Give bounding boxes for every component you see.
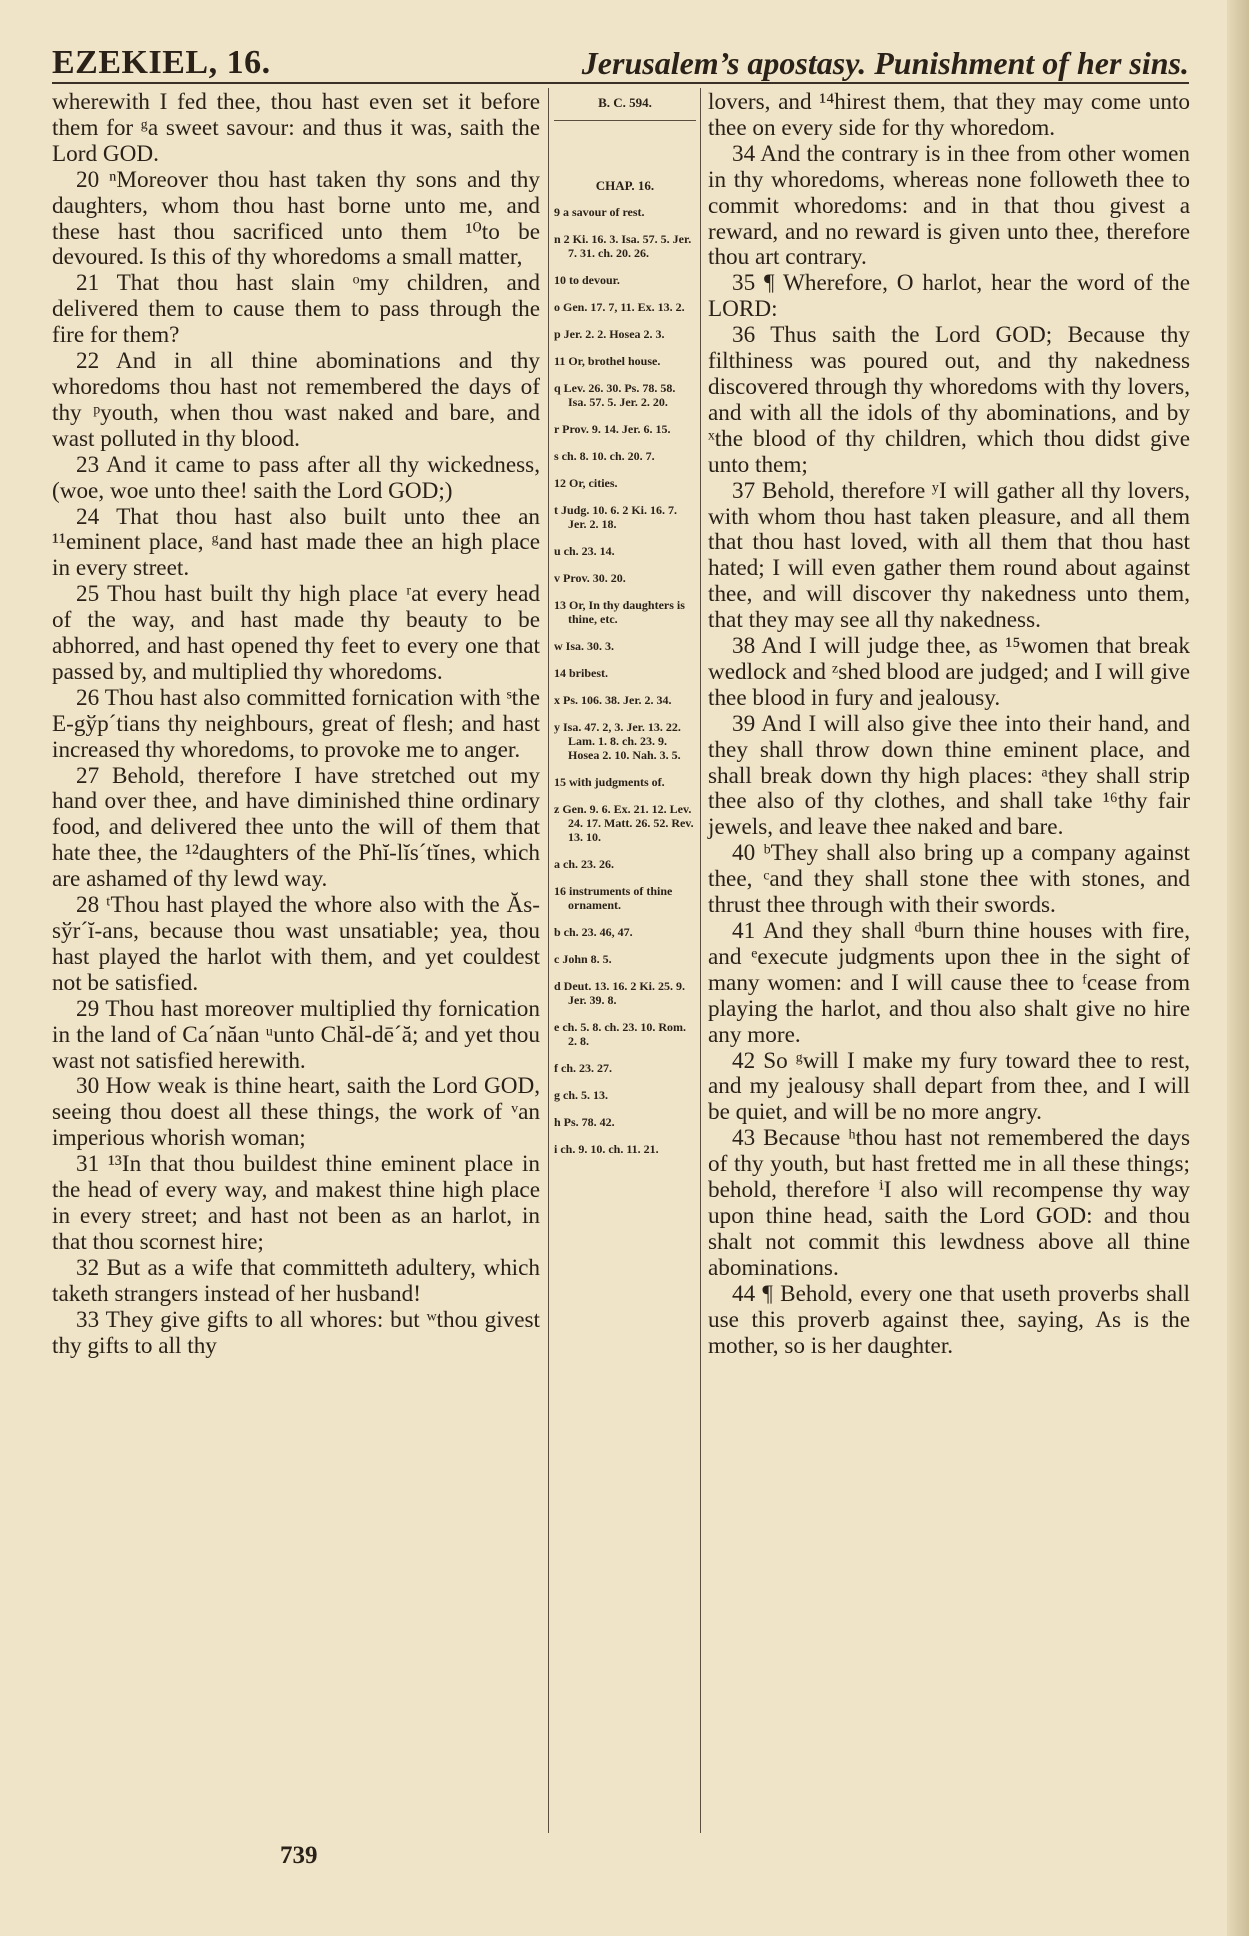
verse-paragraph: 33 They give gifts to all whores: but ʷthou givest thy gifts to all thy (52, 1306, 540, 1359)
verse-paragraph: 29 Thou hast moreover multiplied thy fornication in the land of Ca´năan ᵘunto Chăl-dē´ă; and yet thou wast not satisfied herewith. (52, 995, 540, 1074)
column-rule-left (548, 88, 549, 1833)
verse-paragraph: wherewith I fed thee, thou hast even set it before them for ᵍa sweet savour: and thus it was, saith the Lord GOD. (52, 89, 540, 167)
margin-note: h Ps. 78. 42. (554, 1115, 615, 1129)
margin-note: d Deut. 13. 16. 2 Ki. 25. 9. Jer. 39. 8. (554, 979, 686, 1007)
page-topic-heading: Jerusalem’s apostasy. Punishment of her sins. (581, 45, 1189, 81)
margin-note: v Prov. 30. 20. (554, 571, 626, 585)
verse-paragraph: 21 That thou hast slain ᵒmy children, and delivered them to cause them to pass through the fire for them? (52, 270, 540, 349)
margin-note: 16 instruments of thine ornament. (554, 884, 673, 912)
margin-note: t Judg. 10. 6. 2 Ki. 16. 7. Jer. 2. 18. (554, 503, 678, 531)
verse-paragraph: 41 And they shall ᵈburn thine houses with fire, and ᵉexecute judgments upon thee in the sight of many women: and I will cause thee to ᶠcease from playing the harlot, and thou also shalt give no hire any more. (708, 918, 1190, 1048)
margin-note: 9 a savour of rest. (554, 205, 645, 219)
verse-paragraph: 25 Thou hast built thy high place ʳat every head of the way, and hast made thy beauty to be abhorred, and hast opened thy feet to every one that passed by, and multiplied thy whoredoms. (52, 581, 540, 685)
verse-paragraph: 22 And in all thine abominations and thy whoredoms thou hast not remembered the days of thy ᵖyouth, when thou wast naked and bare, and wast polluted in thy blood. (52, 348, 540, 452)
book-chapter-heading: EZEKIEL, 16. (52, 44, 271, 81)
verse-paragraph: 23 And it came to pass after all thy wickedness, (woe, woe unto thee! saith the Lord GOD;) (52, 451, 540, 504)
verse-paragraph: 32 But as a wife that committeth adultery, which taketh strangers instead of her husband! (52, 1254, 540, 1307)
margin-note: b ch. 23. 46, 47. (554, 925, 633, 939)
margin-note: 13 Or, In thy daughters is thine, etc. (554, 598, 685, 626)
verse-paragraph: 40 ᵇThey shall also bring up a company against thee, ᶜand they shall stone thee with stones, and thrust thee through with their swords. (708, 840, 1190, 919)
verse-paragraph: 27 Behold, therefore I have stretched out my hand over thee, and have diminished thine ordinary food, and delivered thee unto the will of them that hate thee, the ¹²daughters of the Phĭ-lĭs´tĭnes, which are ashamed of thy lewd way. (52, 762, 540, 893)
verse-paragraph: 44 ¶ Behold, every one that useth proverbs shall use this proverb against thee, saying, As is the mother, so is her daughter. (708, 1280, 1190, 1359)
margin-note: 12 Or, cities. (554, 476, 618, 490)
margin-note: x Ps. 106. 38. Jer. 2. 34. (554, 693, 672, 707)
margin-note: r Prov. 9. 14. Jer. 6. 15. (554, 422, 671, 436)
verse-paragraph: 20 ⁿMoreover thou hast taken thy sons and thy daughters, whom thou hast borne unto me, and these hast thou sacrificed unto them ¹⁰to be devoured. Is this of thy whoredoms a small matter, (52, 166, 540, 271)
verse-paragraph: 39 And I will also give thee into their hand, and they shall throw down thine eminent place, and shall break down thy high places: ᵃthey shall strip thee also of thy clothes, and shall take ¹⁶thy fair jewels, and leave thee naked and bare. (708, 710, 1190, 841)
margin-note: 11 Or, brothel house. (554, 354, 661, 368)
era-date: B. C. 594. (554, 96, 696, 121)
margin-note: q Lev. 26. 30. Ps. 78. 58. Isa. 57. 5. Jer. 2. 20. (554, 381, 676, 409)
chapter-label: CHAP. 16. (595, 178, 655, 193)
verse-paragraph: 37 Behold, therefore ʸI will gather all thy lovers, with whom thou hast taken pleasure, and all them that thou hast loved, with all them that thou hast hated; I will even gather them round about against thee, and will discover thy nakedness unto them, that they may see all thy nakedness. (708, 477, 1190, 634)
reference-notes (554, 205, 696, 1156)
verse-paragraph: lovers, and ¹⁴hirest them, that they may come unto thee on every side for thy whoredom. (708, 89, 1190, 141)
margin-note: n 2 Ki. 16. 3. Isa. 57. 5. Jer. 7. 31. ch. 20. 26. (554, 232, 692, 260)
margin-note: i ch. 9. 10. ch. 11. 21. (554, 1142, 659, 1156)
running-head (52, 32, 1189, 84)
verse-paragraph: 34 And the contrary is in thee from other women in thy whoredoms, whereas none followeth thee to commit whoredoms: and in that thou givest a reward, and no reward is given unto thee, therefore thou art contrary. (708, 140, 1190, 271)
verse-paragraph: 36 Thus saith the Lord GOD; Because thy filthiness was poured out, and thy nakedness discovered through thy whoredoms with thy lovers, and with all the idols of thy abominations, and by ˣthe blood of thy children, which thou didst give unto them; (708, 322, 1190, 478)
margin-note: p Jer. 2. 2. Hosea 2. 3. (554, 327, 665, 341)
margin-note: a ch. 23. 26. (554, 857, 614, 871)
margin-note: f ch. 23. 27. (554, 1061, 612, 1075)
right-text-column (708, 90, 1190, 1359)
verse-paragraph: 31 ¹³In that thou buildest thine eminent place in the head of every way, and makest thine high place in every street; and hast not been as an harlot, in that thou scornest hire; (52, 1151, 540, 1255)
page-edge (1227, 0, 1249, 1936)
margin-note: y Isa. 47. 2, 3. Jer. 13. 22. Lam. 1. 8. ch. 23. 9. Hosea 2. 10. Nah. 3. 5. (554, 720, 681, 762)
margin-note: 14 bribest. (554, 666, 608, 680)
margin-note: o Gen. 17. 7, 11. Ex. 13. 2. (554, 300, 685, 314)
page-number: 739 (280, 1842, 318, 1869)
margin-note: w Isa. 30. 3. (554, 639, 615, 653)
verse-paragraph: 30 How weak is thine heart, saith the Lord GOD, seeing thou doest all these things, the work of ᵛan imperious whorish woman; (52, 1073, 540, 1152)
center-reference-column (554, 96, 696, 1169)
verse-paragraph: 38 And I will judge thee, as ¹⁵women that break wedlock and ᶻshed blood are judged; and I will give thee blood in fury and jealousy. (708, 633, 1190, 711)
verse-paragraph: 24 That thou hast also built unto thee an ¹¹eminent place, ᵍand hast made thee an high place in every street. (52, 503, 540, 582)
left-text-column (52, 90, 540, 1359)
verse-paragraph: 26 Thou hast also committed fornication with ˢthe E-gўp´tians thy neighbours, great of flesh; and hast increased thy whoredoms, to provoke me to anger. (52, 684, 540, 763)
margin-note: z Gen. 9. 6. Ex. 21. 12. Lev. 24. 17. Matt. 26. 52. Rev. 13. 10. (554, 802, 694, 844)
margin-note: 10 to devour. (554, 273, 620, 287)
margin-note: u ch. 23. 14. (554, 544, 615, 558)
margin-note: g ch. 5. 13. (554, 1088, 608, 1102)
verse-paragraph: 42 So ᵍwill I make my fury toward thee to rest, and my jealousy shall depart from thee, and I will be quiet, and will be no more angry. (708, 1047, 1190, 1126)
margin-note: c John 8. 5. (554, 952, 612, 966)
verse-paragraph: 43 Because ʰthou hast not remembered the days of thy youth, but hast fretted me in all these things; behold, therefore ⁱI also will recompense thy way upon thine head, saith the Lord GOD: and thou shalt not commit this lewdness above all thine abominations. (708, 1125, 1190, 1281)
verse-paragraph: 28 ᵗThou hast played the whore also with the Ăs-sўr´ĭ-ans, because thou wast unsatiable; yea, thou hast played the harlot with them, and yet couldest not be satisfied. (52, 892, 540, 996)
verse-paragraph: 35 ¶ Wherefore, O harlot, hear the word of the LORD: (708, 270, 1190, 323)
margin-note: s ch. 8. 10. ch. 20. 7. (554, 449, 655, 463)
margin-note: 15 with judgments of. (554, 775, 665, 789)
margin-note: e ch. 5. 8. ch. 23. 10. Rom. 2. 8. (554, 1020, 686, 1048)
column-rule-right (700, 88, 701, 1833)
